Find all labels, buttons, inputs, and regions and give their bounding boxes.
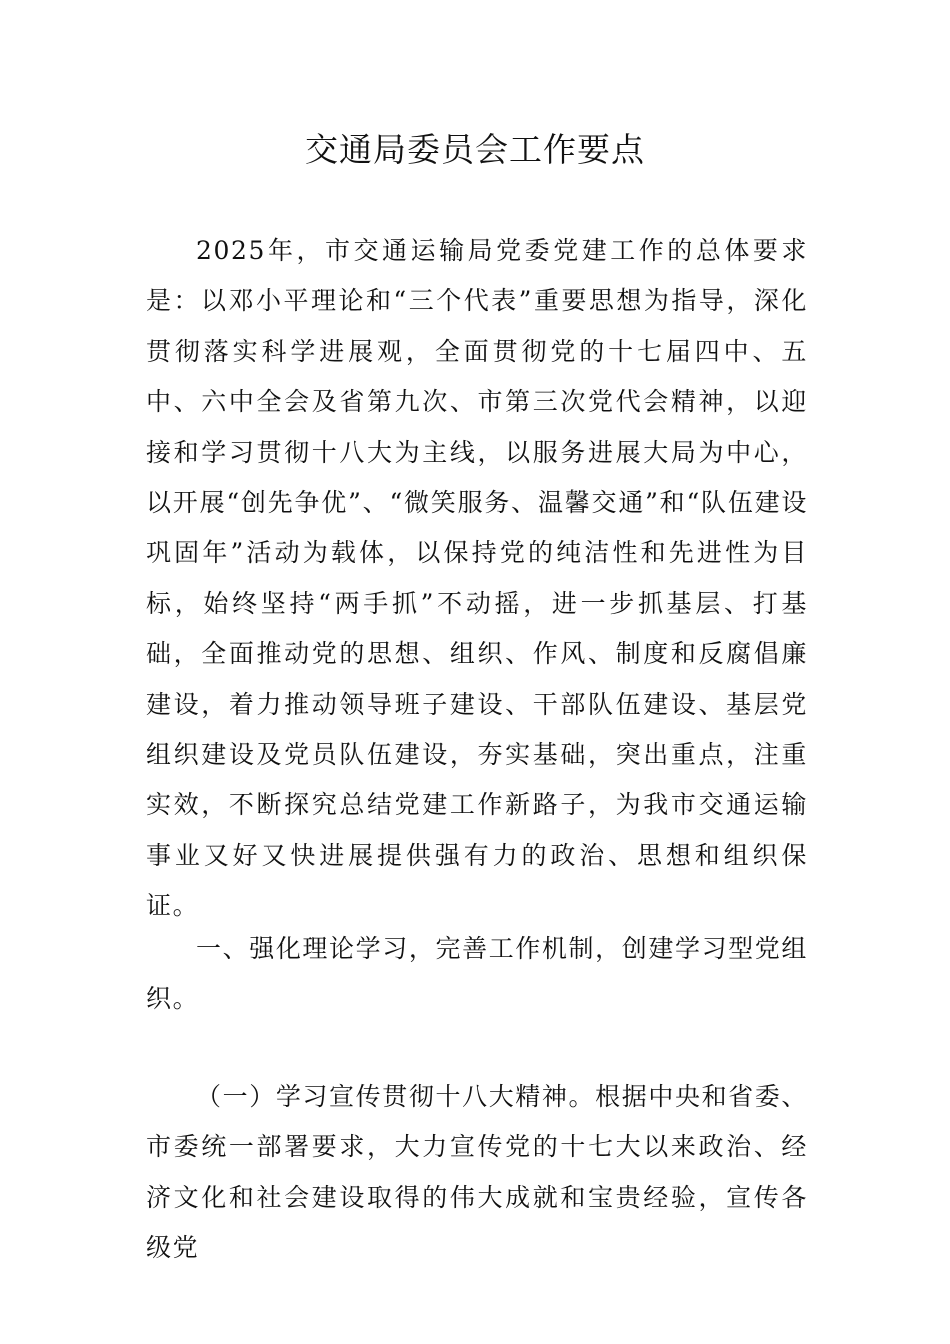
document-title: 交通局委员会工作要点 — [305, 130, 645, 169]
paragraph-section-one-heading: 一、强化理论学习，完善工作机制，创建学习型党组织。 — [146, 934, 808, 1014]
paragraph-overall-requirements: 2025年，市交通运输局党委党建工作的总体要求是：以邓小平理论和“三个代表”重要思想为指导，深化贯彻落实科学进展观，全面贯彻党的十七届四中、五中、六中全会及省第九次、市第三次党代会精神，以迎接和学习贯彻十八大为主线，以服务进展大局为中心，以开展“创先争优”、“微笑服务、温馨交通”和“队伍建设巩固年”活动为载体，以保持党的纯洁性和先进性为目标，始终坚持“两手抓”不动摇，进一步抓基层、打基础，全面推动党的思想、组织、作风、制度和反腐倡廉建设，着力推动领导班子建设、干部队伍建设、基层党组织建设及党员队伍建设，夯实基础，突出重点，注重实效，不断探究总结党建工作新路子，为我市交通运输事业又好又快进展提供强有力的政治、思想和组织保证。 — [146, 236, 808, 921]
paragraph-subsection-one: （一）学习宣传贯彻十八大精神。根据中央和省委、市委统一部署要求，大力宣传党的十七大以来政治、经济文化和社会建设取得的伟大成就和宝贵经验，宣传各级党 — [146, 1082, 808, 1263]
